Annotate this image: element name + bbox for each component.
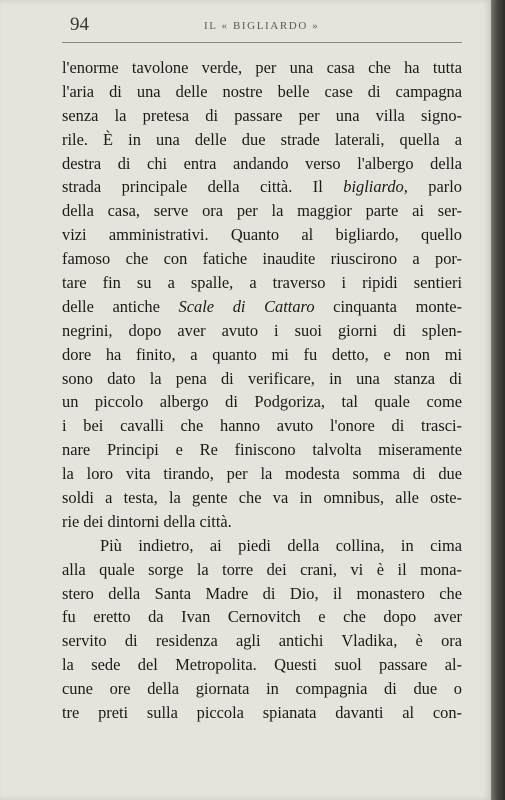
text-line (62, 247, 462, 271)
text-line (62, 558, 462, 582)
line-text: tare fin su a spalle, a traverso i ripidi sentieri (62, 273, 462, 293)
line-text: tre preti sulla piccola spianata davanti al con- (62, 703, 462, 723)
line-text: un piccolo albergo di Podgoriza, tal quale come (62, 392, 462, 412)
text-line (62, 199, 462, 223)
line-text: i bei cavalli che hanno avuto l'onore di trasci- (62, 416, 462, 436)
text-line (62, 677, 462, 701)
line-text: Più indietro, ai piedi della collina, in cima (100, 535, 462, 555)
line-text: l'enorme tavolone verde, per una casa che ha tutta (62, 58, 462, 77)
text-line (62, 438, 462, 462)
page-number: 94 (70, 14, 89, 35)
line-text: cune ore della giornata in compagnia di due o (62, 679, 462, 699)
line-text: la loro vita tirando, per la modesta somma di due (62, 464, 462, 484)
line-text: senza la pretesa di passare per una villa signo- (62, 105, 462, 125)
line-text: alla quale sorge la torre dei crani, vi è il mona- (62, 559, 462, 579)
line-text: stero della Santa Madre di Dio, il monastero che (62, 583, 462, 603)
text-line (62, 128, 462, 152)
line-text: rie dei dintorni della città. (62, 511, 232, 531)
text-line (62, 510, 462, 534)
header-rule (62, 42, 462, 43)
line-text: dore ha finito, a quanto mi fu detto, e non mi (62, 344, 462, 364)
line-text: destra di chi entra andando verso l'albergo della (62, 153, 462, 173)
text-line (62, 271, 462, 295)
text-line (62, 152, 462, 176)
line-text: sono dato la pena di verificare, in una stanza di (62, 368, 462, 388)
line-text: la sede del Metropolita. Questi suol passare al- (62, 655, 462, 675)
text-line (62, 653, 462, 677)
italic-text: Scale di Cattaro (178, 296, 315, 316)
text-line (62, 414, 462, 438)
text-line (62, 80, 462, 104)
line-text: vizi amministrativi. Quanto al bigliardo, quello (62, 225, 462, 245)
text-line (62, 629, 462, 653)
line-text: famoso che con fatiche inaudite riuscirono a por- (62, 249, 462, 269)
text-line (62, 295, 462, 319)
text-line (62, 319, 462, 343)
text-line (62, 343, 462, 367)
line-text: delle antiche (62, 296, 179, 316)
line-text: l'aria di una delle nostre belle case di campagna (62, 81, 462, 101)
text-line (62, 390, 462, 414)
line-text: fu eretto da Ivan Cernovitch e che dopo aver (62, 607, 462, 627)
line-text: rile. È in una delle due strade laterali, quella a (62, 129, 462, 149)
line-text: della casa, serve ora per la maggior parte ai ser- (62, 201, 462, 221)
text-line (62, 104, 462, 128)
page-edge (491, 0, 505, 800)
text-line (62, 701, 462, 725)
line-text-after: cinquanta monte- (314, 296, 462, 316)
line-text: servito di residenza agli antichi Vladika, è ora (62, 631, 462, 651)
page-header (62, 12, 464, 40)
text-line (62, 56, 462, 80)
text-line (62, 223, 462, 247)
italic-text: bigliardo (343, 177, 404, 197)
line-text: strada principale della città. Il (62, 177, 344, 197)
text-line (62, 534, 462, 558)
line-text: nare Principi e Re finiscono talvolta miseramente (62, 440, 462, 460)
line-text: negrini, dopo aver avuto i suoi giorni di splen- (62, 320, 462, 340)
line-text: soldi a testa, la gente che va in omnibus, alle oste- (62, 488, 462, 508)
text-line (62, 462, 462, 486)
text-line (62, 367, 462, 391)
text-line (62, 605, 462, 629)
text-line (62, 486, 462, 510)
running-title: IL « BIGLIARDO » (204, 20, 320, 32)
line-text-after: , parlo (403, 177, 462, 197)
body-text (62, 56, 462, 725)
text-line (62, 582, 462, 606)
text-line (62, 175, 462, 199)
